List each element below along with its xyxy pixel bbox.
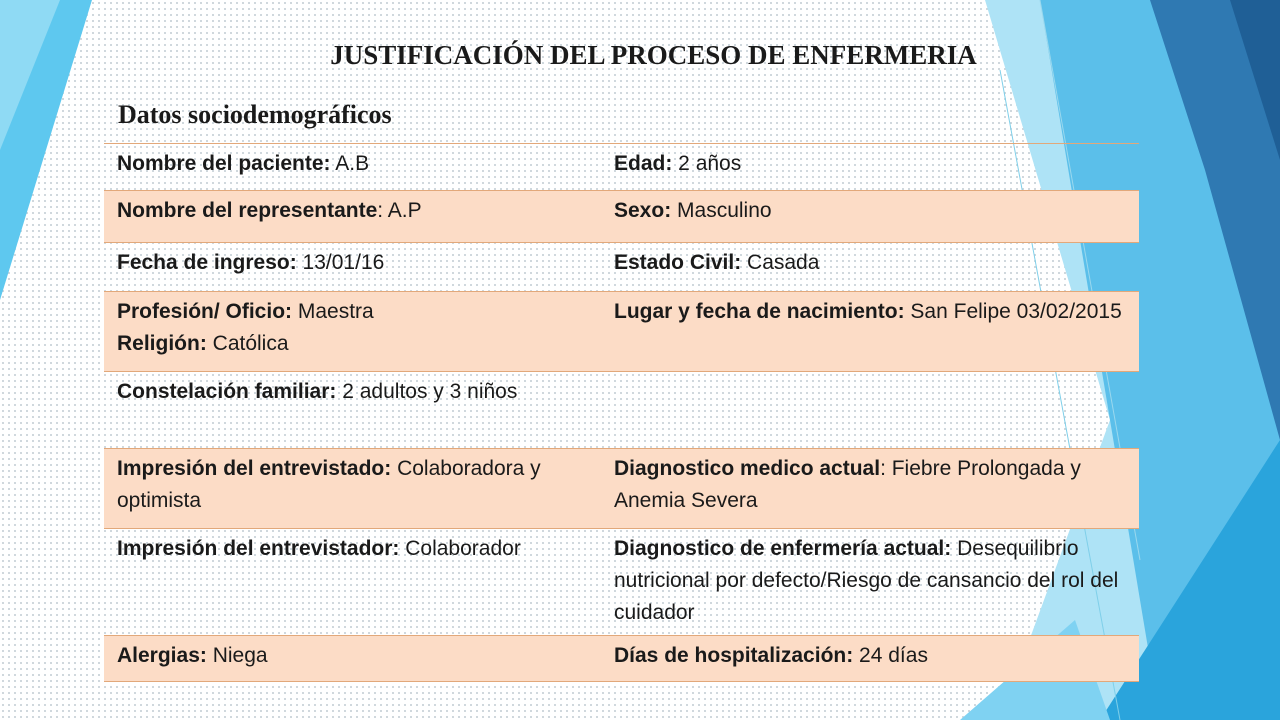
field-value: Maestra	[292, 300, 374, 323]
field-label: Nombre del representante	[117, 199, 378, 222]
field-label: Impresión del entrevistado:	[117, 457, 392, 480]
field-label: Diagnostico medico actual	[614, 457, 881, 480]
field-value: Católica	[206, 332, 289, 355]
field-value: 13/01/16	[296, 251, 385, 274]
table-cell	[601, 243, 1139, 292]
table-cell	[104, 144, 601, 191]
table-cell	[104, 449, 601, 529]
field-value: Colaboradora y optimista	[117, 457, 541, 512]
table-cell	[104, 292, 601, 372]
field-label: Días de hospitalización:	[614, 644, 854, 667]
field-value: : A.P	[377, 199, 422, 222]
table-row	[104, 243, 1139, 292]
table-cell	[104, 191, 601, 243]
table-row	[104, 191, 1139, 243]
slide-title: JUSTIFICACIÓN DEL PROCESO DE ENFERMERIA	[330, 40, 977, 70]
table-cell	[601, 529, 1139, 636]
table-cell	[601, 292, 1139, 372]
field-label: Religión:	[117, 332, 207, 355]
field-label: Edad:	[614, 152, 673, 175]
table-cell	[104, 529, 601, 636]
field-label: Profesión/ Oficio:	[117, 300, 293, 323]
field-value: 24 días	[853, 644, 928, 667]
table-cell	[601, 144, 1139, 191]
field-value: A.B	[330, 152, 370, 175]
field-label: Fecha de ingreso:	[117, 251, 297, 274]
table-cell	[601, 372, 1139, 449]
field-value: Casada	[741, 251, 820, 274]
field-value: : Fiebre Prolongada y Anemia Severa	[614, 457, 1081, 512]
field-label: Impresión del entrevistador:	[117, 537, 400, 560]
table-cell	[601, 191, 1139, 243]
section-subtitle: Datos sociodemográficos	[118, 100, 392, 129]
table-row	[104, 636, 1139, 682]
table-row	[104, 372, 1139, 449]
field-value: Masculino	[671, 199, 772, 222]
field-value: Colaborador	[399, 537, 521, 560]
table-row	[104, 529, 1139, 636]
table-cell	[104, 243, 601, 292]
field-label: Nombre del paciente:	[117, 152, 331, 175]
field-value: San Felipe 03/02/2015	[904, 300, 1122, 323]
field-value: 2 adultos y 3 niños	[336, 380, 518, 403]
field-label: Alergias:	[117, 644, 207, 667]
table-row	[104, 449, 1139, 529]
field-label: Lugar y fecha de nacimiento:	[614, 300, 905, 323]
field-label: Constelación familiar:	[117, 380, 337, 403]
table-cell	[601, 449, 1139, 529]
table-row	[104, 144, 1139, 191]
table-cell	[104, 636, 601, 682]
field-label: Diagnostico de enfermería actual:	[614, 537, 952, 560]
table-row	[104, 292, 1139, 372]
field-label: Sexo:	[614, 199, 672, 222]
field-value: Niega	[206, 644, 268, 667]
field-label: Estado Civil:	[614, 251, 742, 274]
table-cell	[601, 636, 1139, 682]
field-value: Desequilibrio nutricional por defecto/Riesgo de cansancio del rol del cuidador	[614, 537, 1119, 624]
field-value: 2 años	[672, 152, 742, 175]
table-cell	[104, 372, 601, 449]
sociodemographic-table	[104, 143, 1139, 682]
